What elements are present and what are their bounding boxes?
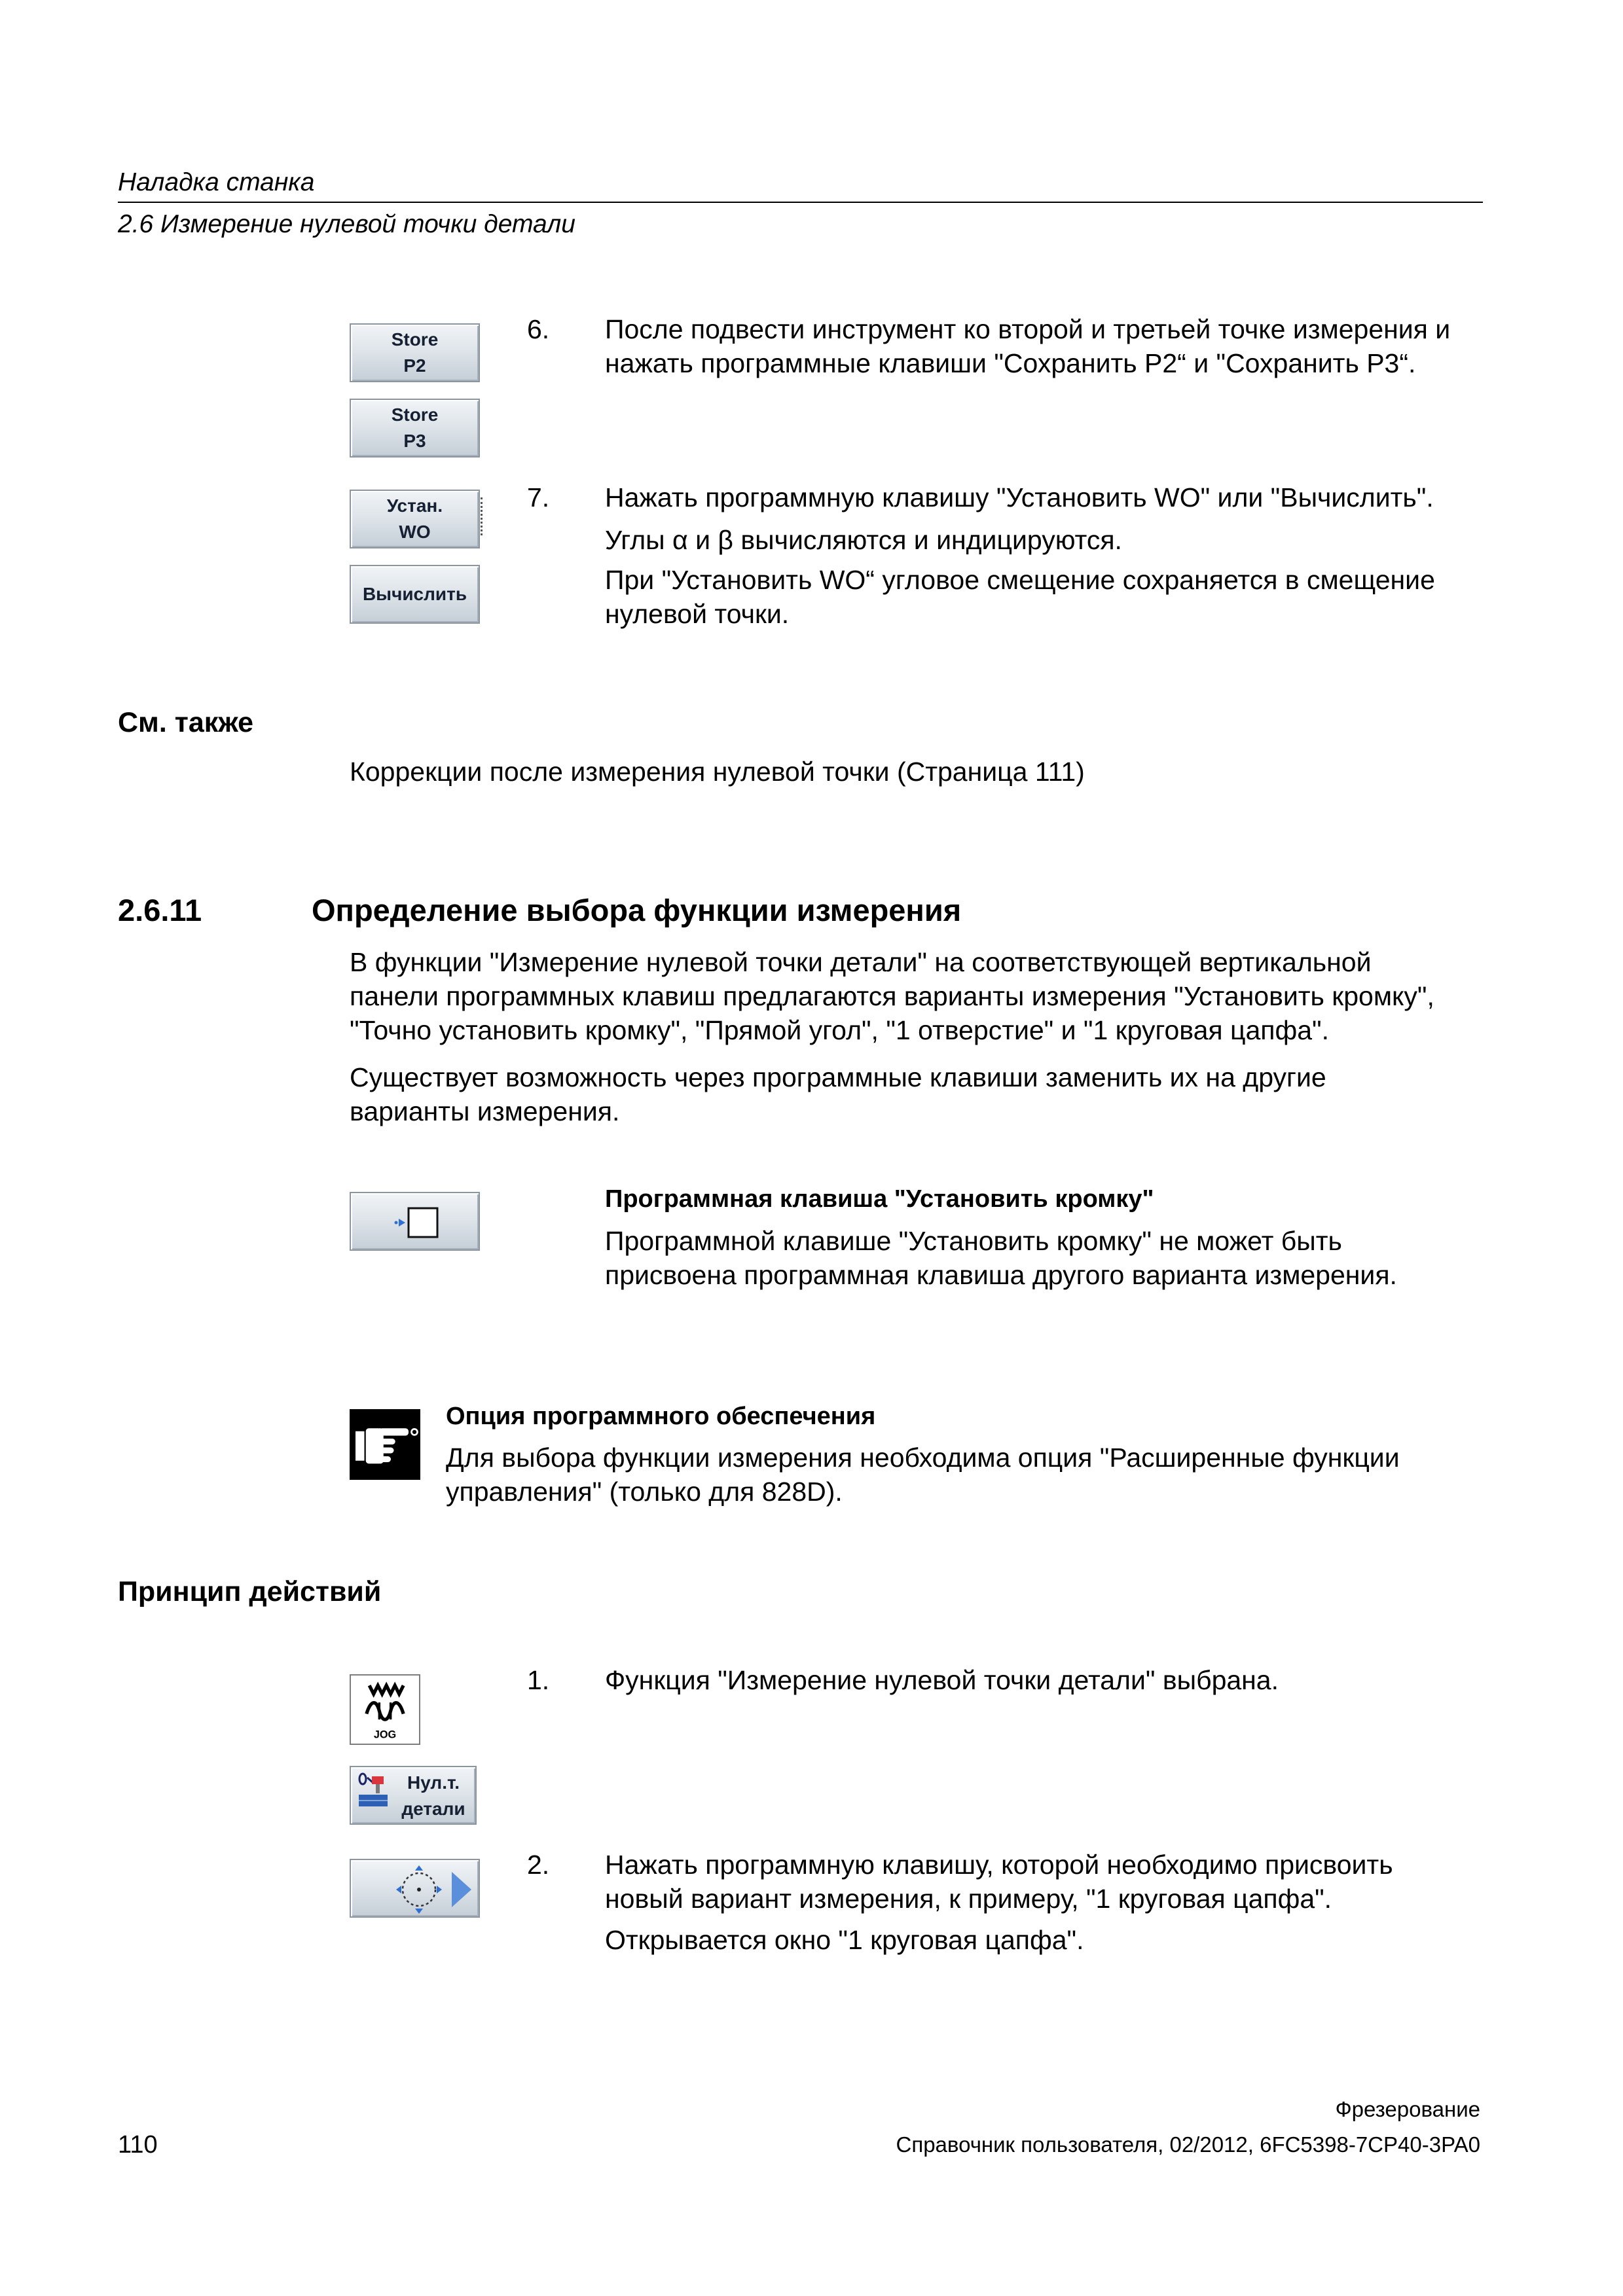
store-p3-softkey	[350, 399, 480, 457]
set-edge-icon	[351, 1193, 481, 1252]
set-wo-softkey	[350, 490, 480, 548]
step-1-text: Функция "Измерение нулевой точки детали" выбрана.	[605, 1665, 1279, 1695]
store-p2-softkey	[350, 323, 480, 382]
text-line: Открывается окно "1 круговая цапфа".	[605, 1925, 1084, 1955]
edge-dot	[395, 1221, 398, 1225]
hand-pointer-tip	[412, 1429, 418, 1435]
edge-square	[409, 1208, 437, 1237]
softkey-label-line: Store	[391, 329, 439, 350]
section-paragraph-2	[350, 1060, 1326, 1128]
edge-softkey-text	[605, 1224, 1397, 1292]
step-number: 7.	[527, 482, 550, 512]
tool-shank	[376, 1784, 380, 1793]
step-6-text	[605, 312, 1450, 380]
text-line: панели программных клавиш предлагаются варианты измерения "Установить кромку",	[350, 981, 1434, 1011]
hand-finger	[379, 1448, 394, 1454]
arrow-up	[415, 1865, 423, 1871]
zero-ring	[359, 1774, 366, 1784]
jog-wave	[367, 1703, 403, 1720]
edge-arrow	[399, 1219, 405, 1227]
text-line: Для выбора функции измерения необходима опция "Расширенные функции	[446, 1443, 1400, 1473]
principle-heading: Принцип действий	[118, 1576, 382, 1607]
text-line: варианты измерения.	[350, 1096, 620, 1126]
softkey-label-line: Store	[391, 404, 439, 425]
tool-head	[372, 1776, 384, 1784]
text-line: нулевой точки.	[605, 599, 790, 629]
text-line: Существует возможность через программные клавиши заменить их на другие	[350, 1062, 1326, 1092]
edge-softkey-heading: Программная клавиша "Установить кромку"	[605, 1185, 1154, 1213]
text-line: новый вариант измерения, к примеру, "1 круговая цапфа".	[605, 1884, 1332, 1914]
software-option-heading: Опция программного обеспечения	[446, 1403, 876, 1430]
text-line: Нажать программную клавишу "Установить WO" или "Вычислить".	[605, 482, 1434, 512]
text-line: После подвести инструмент ко второй и третьей точке измерения и	[605, 314, 1451, 344]
arrow-down	[415, 1909, 423, 1914]
circular-spigot-icon	[351, 1860, 481, 1919]
softkey-label-line: P3	[403, 431, 426, 451]
software-option-icon	[350, 1409, 420, 1480]
text-line: присвоена программная клавиша другого варианта измерения.	[605, 1260, 1397, 1290]
header-section: 2.6 Измерение нулевой точки детали	[118, 210, 575, 238]
softkey-label: Вычислить	[362, 584, 467, 604]
softkey-submenu-marker	[481, 497, 483, 535]
section-paragraph-1	[350, 945, 1434, 1047]
text-line: Углы α и β вычисляются и индицируются.	[605, 525, 1122, 555]
hand-index-finger	[379, 1428, 409, 1435]
softkey-label	[393, 1770, 474, 1822]
jog-zigzag	[369, 1685, 403, 1694]
text-line: Программной клавише "Установить кромку" не может быть	[605, 1226, 1342, 1256]
step-2-text	[605, 1848, 1393, 1957]
calculate-softkey	[350, 565, 480, 624]
footer-manual: Фрезерование	[1335, 2097, 1480, 2121]
set-edge-softkey	[350, 1192, 480, 1251]
step-number: 6.	[527, 314, 550, 344]
hand-finger	[379, 1439, 395, 1444]
header-rule	[118, 202, 1483, 203]
circular-spigot-softkey	[350, 1859, 480, 1918]
text-line: Нажать программную клавишу, которой необходимо присвоить	[605, 1850, 1393, 1880]
hand-finger	[379, 1456, 391, 1462]
header-chapter: Наладка станка	[118, 168, 315, 196]
softkey-label-line: P2	[403, 355, 426, 376]
text-line: управления" (только для 828D).	[446, 1477, 843, 1507]
section-number: 2.6.11	[118, 893, 202, 927]
hand-cuff	[356, 1431, 365, 1461]
arrow-left	[396, 1886, 401, 1893]
softkey-label-line: детали	[401, 1799, 465, 1819]
text-line: При "Установить WO“ угловое смещение сохраняется в смещение	[605, 565, 1435, 595]
text-line: нажать программные клавиши "Сохранить P2“ и "Сохранить P3“.	[605, 348, 1416, 378]
step-7-text	[605, 480, 1435, 631]
jog-label: JOG	[373, 1729, 397, 1741]
softkey-label-line: WO	[399, 522, 431, 542]
jog-icon	[350, 1674, 420, 1745]
arrow-right	[437, 1886, 442, 1893]
footer-reference: Справочник пользователя, 02/2012, 6FC5398-7CP40-3PA0	[896, 2132, 1480, 2157]
page-number: 110	[118, 2131, 158, 2159]
spigot-center	[417, 1888, 421, 1892]
section-title: Определение выбора функции измерения	[312, 893, 962, 927]
see-also-link[interactable]: Коррекции после измерения нулевой точки (Страница 111)	[350, 757, 1085, 787]
see-also-heading: См. также	[118, 707, 254, 738]
step-number: 1.	[527, 1665, 550, 1695]
text-line: В функции "Измерение нулевой точки детали" на соответствующей вертикальной	[350, 947, 1372, 977]
text-line: "Точно установить кромку", "Прямой угол", "1 отверстие" и "1 круговая цапфа".	[350, 1015, 1329, 1045]
softkey-label-line: Устан.	[386, 495, 443, 516]
softkey-label-line: Нул.т.	[407, 1772, 460, 1793]
jog-mode-icon	[351, 1676, 419, 1744]
pointing-hand-icon	[350, 1409, 420, 1480]
software-option-text	[446, 1441, 1400, 1509]
workpiece-zero-softkey	[350, 1766, 477, 1825]
submenu-triangle	[452, 1872, 471, 1907]
step-number: 2.	[527, 1850, 550, 1880]
